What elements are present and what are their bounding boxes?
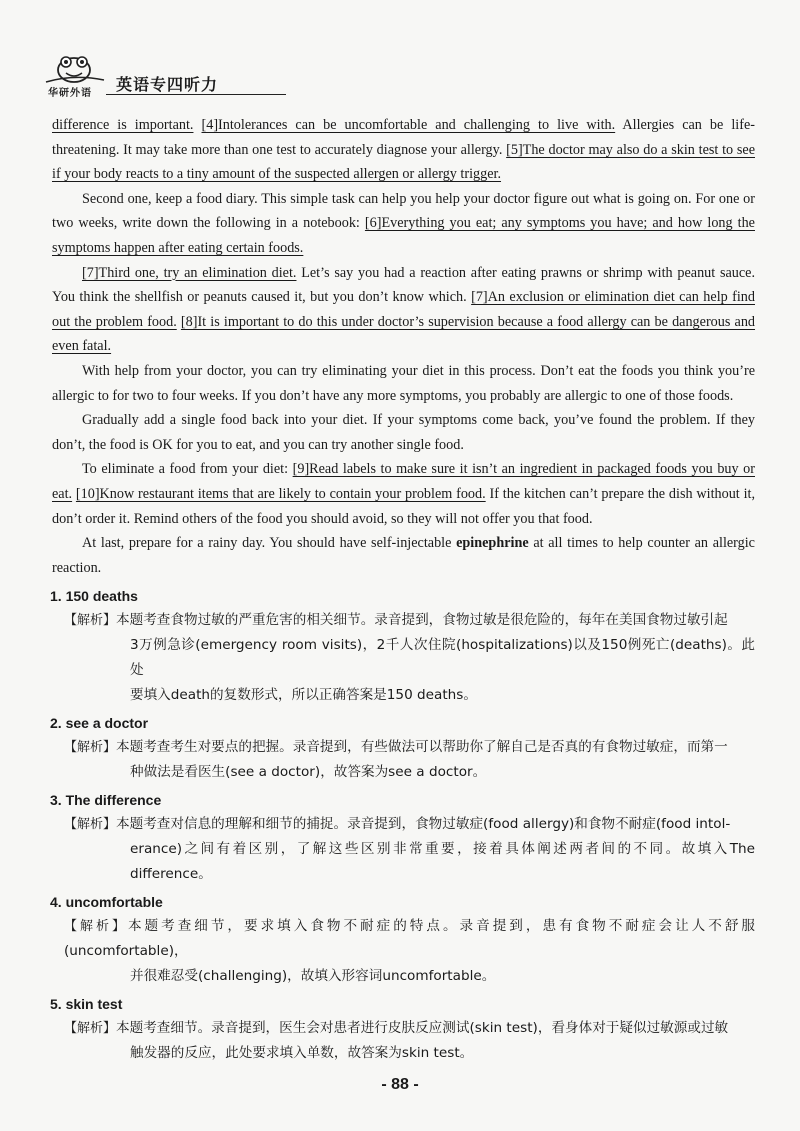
underlined-answer-text: [4]Intolerances can be uncomfortable and challenging to live with.	[201, 117, 616, 133]
explanation-line	[64, 812, 755, 837]
text-segment: At last, prepare for a rainy day. You should have self-injectable	[82, 535, 457, 552]
header-title: 英语专四听力	[116, 75, 219, 94]
transcript-paragraph	[52, 531, 755, 580]
explanation-text: 本题考查细节。录音提到，医生会对患者进行皮肤反应测试(skin test)，看身体对于疑似过敏源或过敏	[116, 1020, 729, 1037]
explanation-line: erance)之间有着区别，了解这些区别非常重要，接着具体阐述两者间的不同。故填入The difference。	[130, 841, 755, 883]
explanation-line	[64, 1016, 755, 1041]
answer-explanation	[64, 1016, 755, 1066]
explanation-line	[64, 735, 755, 760]
transcript-paragraph	[52, 261, 755, 359]
header-rule	[106, 94, 286, 95]
explanation-text: 本题考查考生对要点的把握。录音提到，有些做法可以帮助你了解自己是否真的有食物过敏症，而第一	[116, 739, 728, 756]
page-header	[44, 54, 764, 98]
answer-title: 1. 150 deaths	[50, 588, 138, 605]
text-segment: If the kitchen can’t prepare the dish without it, don’t order it. Remind others of the food you should avoid, so they will not offer you that food.	[52, 485, 756, 527]
text-segment	[193, 117, 201, 133]
text-segment: at all times to help counter an allergic reaction.	[52, 535, 755, 576]
transcript-paragraph	[52, 457, 755, 531]
transcript-section	[52, 113, 755, 580]
underlined-answer-text: difference is important.	[52, 117, 194, 133]
analysis-tag: 【解析】	[64, 613, 117, 629]
text-segment: Gradually add a single food back into your diet. If your symptoms come back, you’ve found the problem. If they don’t, the food is OK for you to eat, and you can try another single food.	[52, 412, 755, 453]
transcript-paragraph	[52, 113, 755, 187]
analysis-tag: 【解析】	[64, 817, 117, 833]
explanation-text: 本题考查对信息的理解和细节的捕捉。录音提到，食物过敏症(food allergy)和食物不耐症(food intol-	[116, 816, 731, 833]
underlined-answer-text: [7]Third one, try an elimination diet.	[82, 264, 297, 281]
answer-explanation	[64, 914, 755, 989]
answer-explanation	[64, 608, 755, 708]
answer-title: 2. see a doctor	[50, 715, 149, 732]
transcript-paragraph	[52, 359, 755, 408]
underlined-answer-text: [5]The doctor may also do a skin test to see if your body reacts to a tiny amount of the suspected allergen or allergy trigger.	[52, 141, 755, 183]
underlined-answer-text: [8]It is important to do this under doctor’s supervision because a food allergy can be dangerous and even fatal.	[52, 313, 756, 355]
explanation-text: 本题考查细节，要求填入食物不耐症的特点。录音提到，患有食物不耐症会让人不舒服(uncomfortable)，	[64, 918, 755, 960]
text-segment: Let’s say you had a reaction after eating prawns or shrimp with peanut sauce. You think the shellfish or peanuts caused it, but you don’t know which.	[52, 264, 756, 306]
text-segment: With help from your doctor, you can try eliminating your diet in this process. Don’t eat the foods you think you’re allergic to for two to four weeks. If you don’t have any more symptoms, you probably are allergic to one of those foods.	[52, 362, 755, 404]
answers-section	[52, 584, 755, 1066]
explanation-line: 种做法是看医生(see a doctor)，故答案为see a doctor。	[130, 764, 487, 781]
explanation-text: 本题考查食物过敏的严重危害的相关细节。录音提到，食物过敏是很危险的，每年在美国食物过敏引起	[116, 612, 728, 629]
underlined-answer-text: [6]Everything you eat; any symptoms you have; and how long the symptoms happen after eating certain foods.	[52, 215, 755, 256]
analysis-tag: 【解析】	[64, 1021, 117, 1037]
explanation-line: 3万例急诊(emergency room visits)，2千人次住院(hospitalizations)以及150例死亡(deaths)。此处	[130, 637, 755, 679]
transcript-paragraph	[52, 408, 755, 457]
answer-explanation	[64, 735, 755, 785]
main-content	[52, 113, 755, 1066]
bold-term: epinephrine	[456, 535, 529, 552]
page-number: - 88 -	[381, 1076, 419, 1093]
explanation-line	[64, 914, 755, 964]
explanation-line: 要填入death的复数形式，所以正确答案是150 deaths。	[130, 687, 477, 704]
answer-title: 5. skin test	[50, 996, 123, 1013]
answer-explanation	[64, 812, 755, 887]
explanation-line: 触发器的反应，此处要求填入单数，故答案为skin test。	[130, 1045, 474, 1062]
answer-title: 3. The difference	[50, 792, 162, 809]
logo-text: 华研外语	[48, 88, 92, 99]
transcript-paragraph	[52, 187, 755, 261]
text-segment: Allergies can be life-threatening. It may take more than one test to accurately diagnose your allergy.	[52, 117, 755, 158]
underlined-answer-text: [9]Read labels to make sure it isn’t an ingredient in packaged foods you buy or eat.	[52, 461, 755, 502]
analysis-tag: 【解析】	[64, 919, 128, 935]
underlined-answer-text: [7]An exclusion or elimination diet can help find out the problem food.	[52, 289, 755, 330]
text-segment: Second one, keep a food diary. This simple task can help you help your doctor figure out what is going on. For one or two weeks, write down the following in a notebook:	[52, 190, 755, 232]
underlined-answer-text: [10]Know restaurant items that are likely to contain your problem food.	[75, 485, 486, 502]
answer-title: 4. uncomfortable	[50, 894, 163, 911]
text-segment: To eliminate a food from your diet:	[82, 461, 293, 478]
explanation-line	[64, 608, 755, 633]
explanation-line: 并很难忍受(challenging)，故填入形容词uncomfortable。	[130, 968, 496, 985]
analysis-tag: 【解析】	[64, 740, 117, 756]
